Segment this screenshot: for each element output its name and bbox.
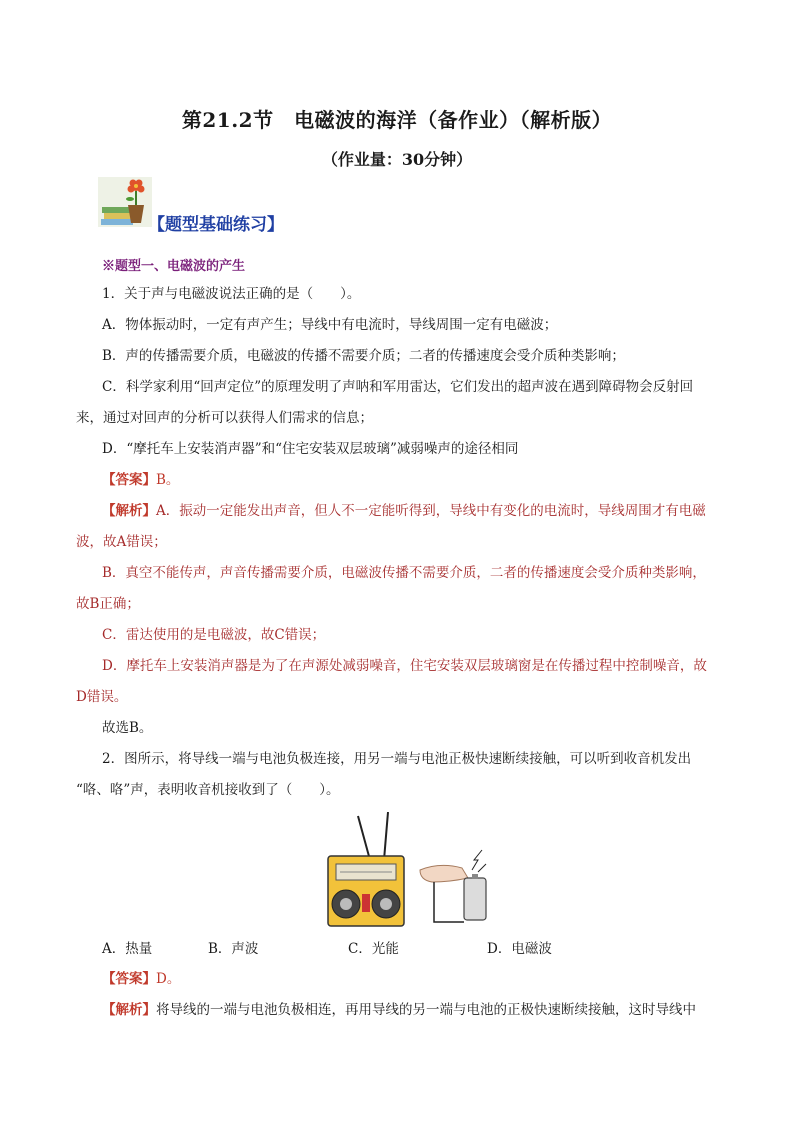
q2-stem-cont: “咯、咯”声，表明收音机接收到了（ ）。	[76, 782, 340, 798]
analysis-label: 【解析】	[102, 503, 156, 519]
q1-option-a: A．物体振动时，一定有声产生；导线中有电流时，导线周围一定有电磁波；	[102, 317, 558, 333]
category-heading: ※题型一、电磁波的产生	[102, 259, 246, 274]
page-title: 第21.2节 电磁波的海洋（备作业）（解析版）	[181, 108, 613, 132]
analysis-a-text: A．振动一定能发出声音，但人不一定能听得到，导线中有变化的电流时，导线周围才有电磁	[156, 503, 706, 519]
q1-stem: 1．关于声与电磁波说法正确的是（ ）。	[102, 286, 361, 302]
q1-option-b: B．声的传播需要介质，电磁波的传播不需要介质；二者的传播速度会受介质种类影响；	[102, 348, 625, 364]
q1-analysis-b: B．真空不能传声，声音传播需要介质，电磁波传播不需要介质，二者的传播速度会受介质种类影响，	[102, 565, 706, 581]
q1-option-c-cont: 来，通过对回声的分析可以获得人们需求的信息；	[76, 410, 373, 426]
q1-option-d: D．“摩托车上安装消声器”和“住宅安装双层玻璃”减弱噪声的途径相同	[102, 441, 519, 457]
section-heading: 【题型基础练习】	[148, 215, 284, 235]
q1-analysis-d: D．摩托车上安装消声器是为了在声源处减弱噪音，住宅安装双层玻璃窗是在传播过程中控制噪音，故	[102, 658, 707, 674]
answer-value: D。	[156, 971, 181, 987]
q2-answer	[102, 968, 732, 990]
q2-analysis	[102, 999, 732, 1021]
q2-option-d: D．电磁波	[487, 941, 552, 957]
radio-battery-figure	[322, 812, 502, 932]
q1-analysis-a-cont: 波，故A错误；	[76, 534, 167, 550]
q1-analysis-b-cont: 故B正确；	[76, 596, 140, 612]
analysis-text: 将导线的一端与电池负极相连，再用导线的另一端与电池的正极快速断续接触，这时导线中	[156, 1002, 696, 1018]
q2-stem: 2．图所示，将导线一端与电池负极连接，用另一端与电池正极快速断续接触，可以听到收音机发出	[102, 751, 692, 767]
page-subtitle: （作业量：30分钟）	[321, 150, 473, 169]
q2-option-c: C．光能	[348, 941, 399, 957]
flower-books-icon	[98, 177, 152, 227]
analysis-label: 【解析】	[102, 1002, 156, 1018]
q1-analysis-c: C．雷达使用的是电磁波，故C错误；	[102, 627, 326, 643]
q1-option-c: C．科学家利用“回声定位”的原理发明了声呐和军用雷达，它们发出的超声波在遇到障碍物会反射回	[102, 379, 694, 395]
q2-option-b: B．声波	[208, 941, 259, 957]
q1-answer	[102, 469, 732, 491]
q1-conclusion: 故选B。	[102, 720, 153, 736]
answer-label: 【答案】	[102, 971, 156, 987]
q1-analysis-a	[102, 500, 732, 522]
q2-option-a: A．热量	[102, 941, 153, 957]
q1-analysis-d-cont: D错误。	[76, 689, 128, 705]
answer-value: B。	[156, 472, 180, 488]
answer-label: 【答案】	[102, 472, 156, 488]
